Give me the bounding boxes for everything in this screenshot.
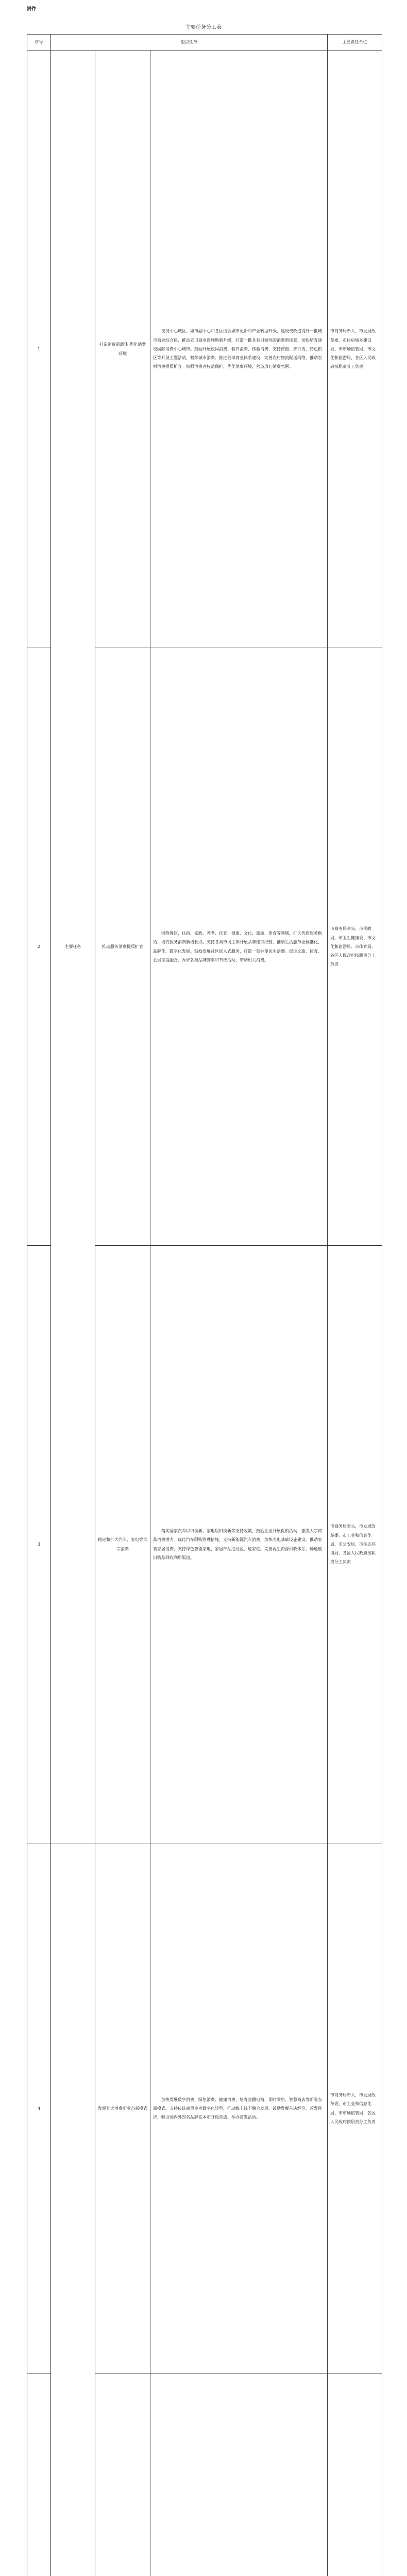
row-seq: 2 <box>27 648 51 1246</box>
row-dept <box>328 50 382 648</box>
row-category <box>51 1843 95 2576</box>
row-dept-text: 市商务局牵头，市发展改革委、市住房城乡建设委、市市场监管局、市文化和旅游局，各区人民政府按职责分工负责 <box>330 329 376 369</box>
row-task <box>95 2374 150 2576</box>
row-content-text: 支持中心城区、城市副中心和各区结合城市更新和产业转型升级，建设或改造提升一批城市商业综合体，推动老旧商业设施焕新升级，打造一批具有引领性的消费新场景，加快培育建设国际消费中心城市。鼓励开展夜间消费、假日消费、体验消费，支持商圈、步行街、特色街区等开展主题活动，繁荣城市消费。推进县域商业体系建设，完善农村物流配送网络，推动农村消费提质扩容。加强消费者权益保护，优化消费环境，营造放心消费氛围。 <box>153 329 322 369</box>
row-seq: 3 <box>27 1246 51 1843</box>
header-seq: 序号 <box>27 35 51 50</box>
row-seq: 4 <box>27 1843 51 2374</box>
table-title: 主要任务分工表 <box>185 25 222 30</box>
attachment-label: 附件 <box>27 7 37 12</box>
row-dept-text: 市商务局牵头，市发展改革委、市工业和信息化局、市公安局、市生态环境局，各区人民政府按职责分工负责 <box>330 1524 376 1565</box>
row-seq <box>27 2374 51 2576</box>
row-content <box>150 50 328 648</box>
row-content <box>150 2374 328 2576</box>
row-dept <box>328 1246 382 1843</box>
row-task: 稳定和扩大汽车、家电等大宗消费 <box>95 1246 150 1843</box>
row-content-text: 落实国家汽车以旧换新、家电以旧换新等支持政策，鼓励企业开展促销活动，激发大宗商品消费潜力。优化汽车限购管理措施，支持新能源汽车消费，加快充电基础设施建设。推动家装家居消费，支持绿色智能家电、家居产品进社区、进家庭。完善再生资源回收体系，畅通废旧物品回收利用渠道。 <box>153 1529 322 1560</box>
task-table <box>27 34 382 2576</box>
table-header-row <box>27 35 382 50</box>
row-content-text: 加快发展数字消费、绿色消费、健康消费，培育直播电商、即时零售、智慧商店等新业态新模式。支持传统商贸企业数字化转型，推动线上线下融合发展。鼓励发展首店经济、首发经济，吸引国内外知名品牌在本市开设首店、举办首发活动。 <box>153 2097 322 2120</box>
row-content <box>150 648 328 1246</box>
table-row <box>27 50 382 648</box>
row-seq: 1 <box>27 50 51 648</box>
row-task: 推动服务消费提质扩容 <box>95 648 150 1246</box>
row-dept <box>328 648 382 1246</box>
row-content <box>150 1843 328 2374</box>
row-task: 发展壮大消费新业态新模式 <box>95 1843 150 2374</box>
table-row <box>27 1843 382 2374</box>
row-dept-text: 市商务局牵头，市发展改革委、市工业和信息化局、市市场监管局，各区人民政府按职责分工负责 <box>330 2093 376 2124</box>
header-dept: 主要责任单位 <box>328 35 382 50</box>
row-content <box>150 1246 328 1843</box>
row-content-text: 围绕餐饮、住宿、家政、养老、托育、健康、文化、旅游、体育等领域，扩大优质服务供给，培育服务消费新增长点。支持各类市场主体开展品牌连锁经营，推动生活服务业标准化、品牌化、数字化发展。鼓励发展社区嵌入式服务，打造一刻钟便民生活圈。促进文旅、体育、会展深度融合，办好各类品牌赛事和节庆活动，带动相关消费。 <box>153 931 322 962</box>
row-dept <box>328 1843 382 2374</box>
row-dept <box>328 2374 382 2576</box>
row-dept-text: 市商务局牵头，市民政局、市卫生健康委、市文化和旅游局、市体育局，各区人民政府按职责分工负责 <box>330 926 376 967</box>
row-category: 主要任务 <box>51 50 95 1843</box>
header-task: 重点任务 <box>51 35 328 50</box>
row-task: 打造消费新载体 优化消费环境 <box>95 50 150 648</box>
